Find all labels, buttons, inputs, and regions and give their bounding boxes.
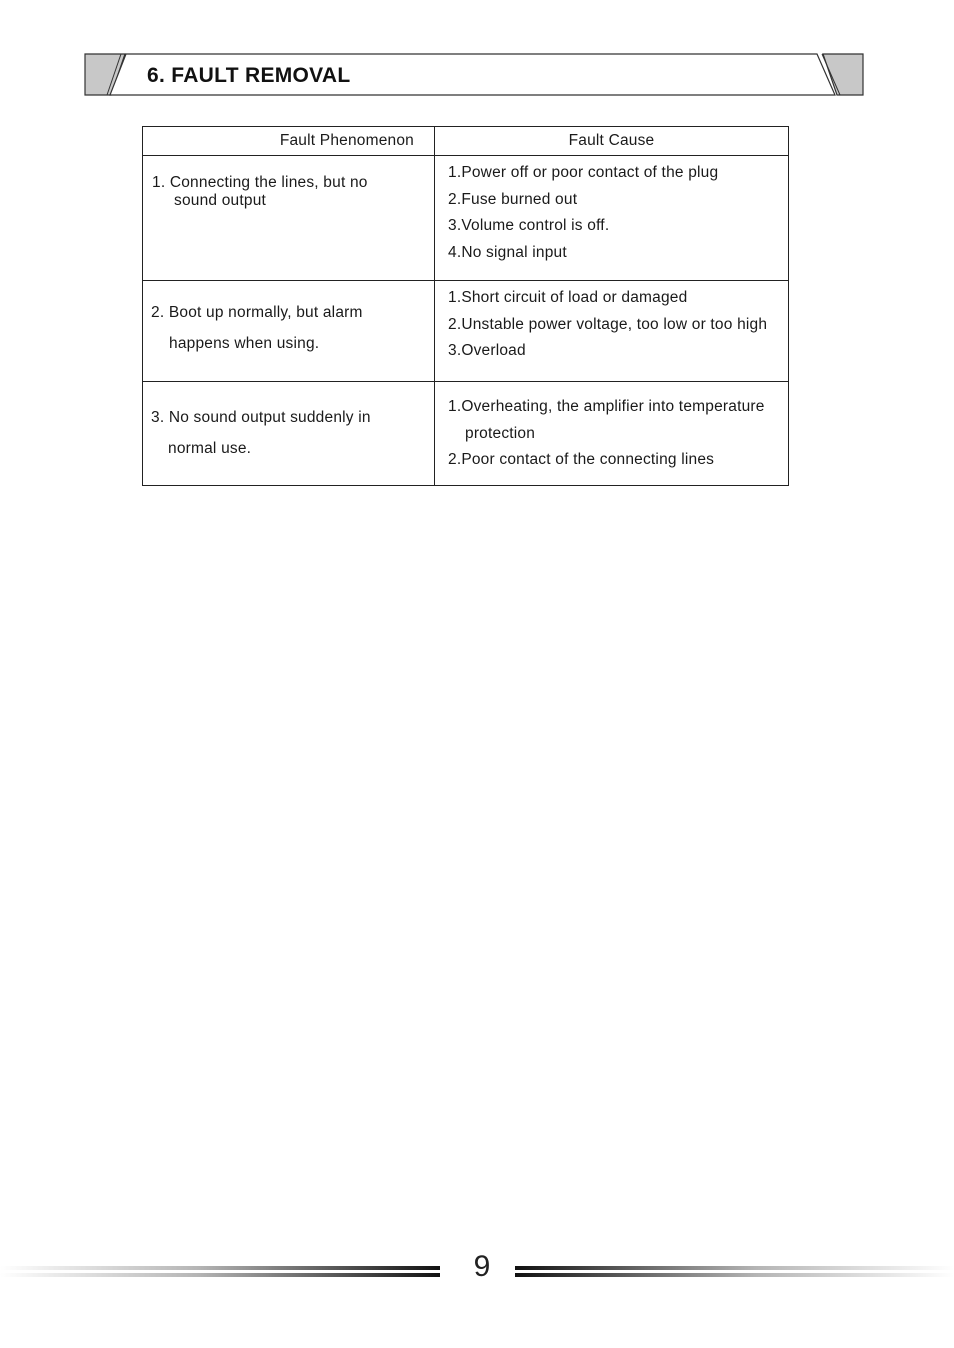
section-title: 6. FAULT REMOVAL (147, 64, 351, 87)
list-item: 1.Power off or poor contact of the plug (448, 164, 719, 181)
list-item (448, 394, 782, 447)
list-item: 2.Fuse burned out (448, 190, 578, 208)
cause-list (448, 394, 782, 474)
fault-phenomenon-cell (143, 281, 435, 382)
table-row (143, 382, 789, 486)
fault-cause-cell (435, 156, 789, 281)
section-header-banner (84, 53, 864, 96)
cause-text-continued: protection (465, 424, 536, 442)
list-item: 2.Poor contact of the connecting lines (448, 451, 715, 468)
list-item: 3.Overload (448, 342, 526, 359)
fault-phenomenon-cell (143, 382, 435, 486)
fault-table (142, 126, 789, 486)
table-header-row (143, 127, 789, 156)
phenomenon-text: 1. Connecting the lines, but no (152, 174, 368, 191)
list-item: 1.Short circuit of load or damaged (448, 289, 688, 306)
phenomenon-text: normal use. (168, 440, 252, 457)
fault-phenomenon-cell (143, 156, 435, 281)
page-number: 9 (473, 1250, 491, 1283)
table-row (143, 281, 789, 382)
table-row (143, 156, 789, 281)
header-fault-cause: Fault Cause (435, 127, 789, 156)
list-item: 2.Unstable power voltage, too low or too high (448, 315, 768, 333)
fault-cause-cell (435, 281, 789, 382)
list-item: 4.No signal input (448, 243, 567, 261)
phenomenon-text: sound output (174, 192, 267, 209)
page-footer (0, 1248, 954, 1288)
header-fault-phenomenon: Fault Phenomenon (143, 127, 435, 156)
list-item: 3.Volume control is off. (448, 217, 610, 234)
cause-text: 1.Overheating, the amplifier into temperature (448, 398, 765, 415)
phenomenon-text: 2. Boot up normally, but alarm (151, 304, 363, 321)
phenomenon-text: 3. No sound output suddenly in (151, 409, 371, 426)
footer-rule-right (515, 1266, 954, 1280)
fault-cause-cell (435, 382, 789, 486)
phenomenon-text: happens when using. (169, 335, 320, 352)
footer-rule-left (0, 1266, 440, 1280)
cause-list (448, 160, 782, 266)
cause-list (448, 285, 782, 365)
